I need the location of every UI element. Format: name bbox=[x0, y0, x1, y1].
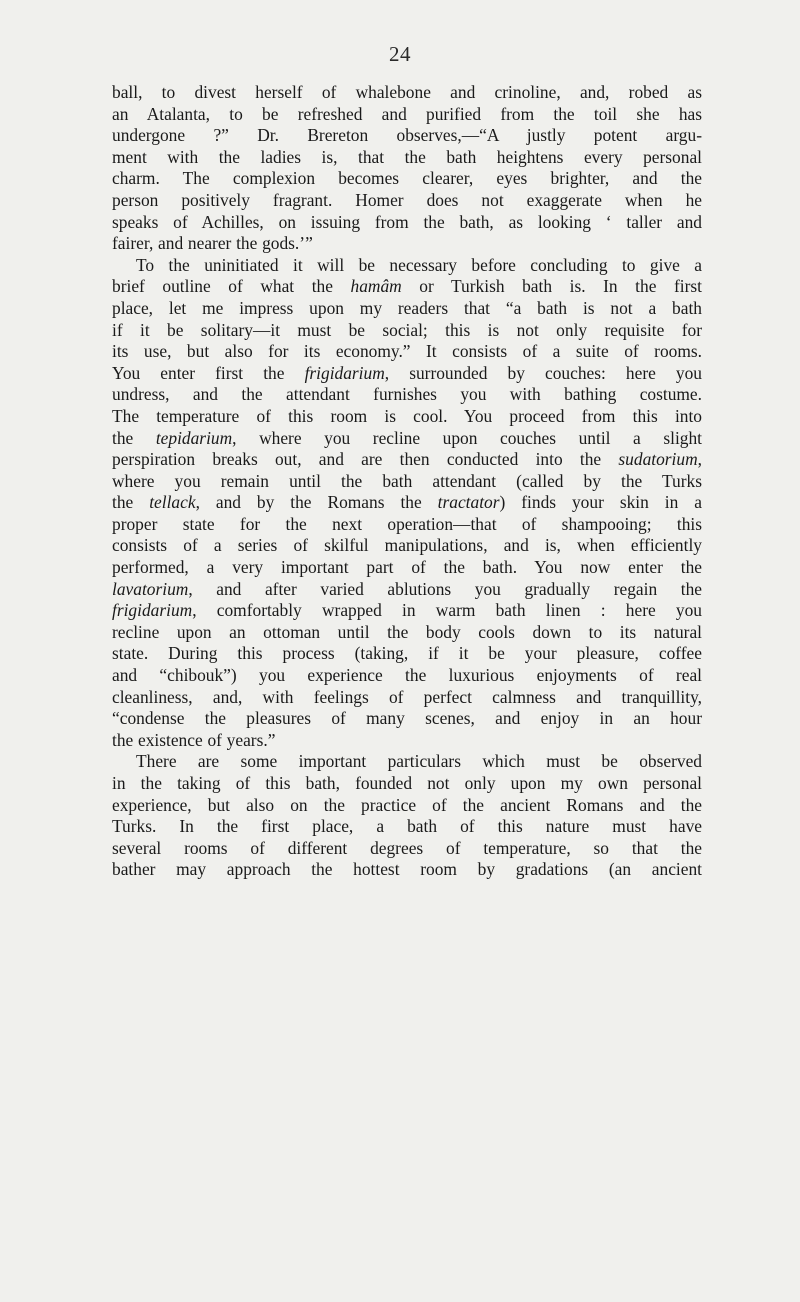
text-line bbox=[112, 816, 702, 838]
text-line bbox=[112, 665, 702, 687]
text-run: undergone ?” Dr. Brereton observes,—“A justly potent argu- bbox=[112, 125, 702, 146]
text-run: several rooms of different degrees of temperature, so that the bbox=[112, 837, 702, 858]
text-run: ) finds your skin in a bbox=[499, 492, 702, 513]
text-run: cleanliness, and, with feelings of perfect calmness and tranquillity, bbox=[112, 686, 702, 707]
text-run: state. During this process (taking, if it be your pleasure, coffee bbox=[112, 643, 702, 664]
italic-term: lavatorium bbox=[112, 578, 189, 599]
text-run: , comfortably wrapped in warm bath linen : here you bbox=[192, 600, 702, 621]
page-number: 24 bbox=[389, 42, 411, 66]
text-run: , where you recline upon couches until a slight bbox=[232, 427, 702, 448]
text-line bbox=[112, 406, 702, 428]
text-line bbox=[112, 643, 702, 665]
text-line bbox=[112, 233, 702, 255]
text-line bbox=[112, 535, 702, 557]
text-line bbox=[112, 125, 702, 147]
text-line bbox=[112, 751, 702, 773]
text-line bbox=[112, 276, 702, 298]
italic-term: tepidarium bbox=[155, 427, 233, 448]
text-run: place, let me impress upon my readers that “a bath is not a bath bbox=[112, 297, 702, 318]
text-line bbox=[112, 557, 702, 579]
text-line bbox=[112, 730, 702, 752]
text-run: in the taking of this bath, founded not only upon my own personal bbox=[112, 773, 702, 793]
italic-term: tellack bbox=[149, 492, 196, 513]
text-run: ment with the ladies is, that the bath heightens every personal bbox=[112, 146, 702, 167]
text-line bbox=[112, 104, 702, 126]
text-run: the bbox=[112, 427, 156, 448]
text-run: , bbox=[697, 449, 702, 470]
text-line bbox=[112, 255, 702, 277]
text-line bbox=[112, 384, 702, 406]
text-run: Turks. In the first place, a bath of this nature must have bbox=[112, 816, 702, 837]
text-line bbox=[112, 514, 702, 536]
text-line bbox=[112, 168, 702, 190]
text-run: There are some important particulars which must be observed bbox=[136, 751, 702, 772]
text-run: consists of a series of skilful manipulations, and is, when efficiently bbox=[112, 535, 702, 556]
text-line bbox=[112, 212, 702, 234]
text-line bbox=[112, 428, 702, 450]
body-text bbox=[112, 82, 702, 881]
text-run: its use, but also for its economy.” It consists of a suite of rooms. bbox=[112, 341, 702, 362]
text-line bbox=[112, 795, 702, 817]
text-line bbox=[112, 471, 702, 493]
italic-term: frigidarium bbox=[112, 600, 193, 621]
text-run: , surrounded by couches: here you bbox=[384, 362, 703, 383]
text-line bbox=[112, 622, 702, 644]
text-line bbox=[112, 708, 702, 730]
text-run: bather may approach the hottest room by gradations (an ancient bbox=[112, 859, 702, 880]
text-run: experience, but also on the practice of the ancient Romans and the bbox=[112, 794, 702, 815]
text-run: speaks of Achilles, on issuing from the bath, as looking ‘ taller and bbox=[112, 211, 702, 232]
text-run: an Atalanta, to be refreshed and purified from the toil she has bbox=[112, 103, 702, 124]
text-line bbox=[112, 600, 702, 622]
text-line bbox=[112, 298, 702, 320]
text-run: perspiration breaks out, and are then conducted into the bbox=[112, 449, 619, 470]
text-run: undress, and the attendant furnishes you with bathing costume. bbox=[112, 384, 702, 405]
text-line bbox=[112, 859, 702, 881]
text-run: if it be solitary—it must be social; this is not only requisite for bbox=[112, 319, 702, 340]
text-run: To the uninitiated it will be necessary before concluding to give a bbox=[136, 254, 702, 275]
text-run: charm. The complexion becomes clearer, eyes brighter, and the bbox=[112, 168, 702, 189]
text-run: performed, a very important part of the bath. You now enter the bbox=[112, 557, 702, 578]
text-line bbox=[112, 147, 702, 169]
text-run: The temperature of this room is cool. You proceed from this into bbox=[112, 405, 702, 426]
text-run: person positively fragrant. Homer does not exaggerate when he bbox=[112, 189, 702, 210]
text-line bbox=[112, 838, 702, 860]
text-run: , and by the Romans the bbox=[195, 492, 438, 513]
italic-term: frigidarium bbox=[304, 362, 385, 383]
italic-term: tractator bbox=[437, 492, 500, 513]
text-run: and “chibouk”) you experience the luxurious enjoyments of real bbox=[112, 665, 702, 686]
text-run: recline upon an ottoman until the body cools down to its natural bbox=[112, 621, 702, 642]
text-line bbox=[112, 341, 702, 363]
italic-term: sudatorium bbox=[618, 449, 698, 470]
text-run: the existence of years.” bbox=[112, 729, 276, 750]
text-run: proper state for the next operation—that of shampooing; this bbox=[112, 513, 702, 534]
text-line bbox=[112, 363, 702, 385]
text-line bbox=[112, 82, 702, 104]
text-run: the bbox=[112, 492, 150, 513]
text-run: or Turkish bath is. In the first bbox=[401, 276, 703, 297]
text-run: fairer, and nearer the gods.’” bbox=[112, 233, 313, 254]
text-run: where you remain until the bath attendant (called by the Turks bbox=[112, 470, 702, 491]
text-run: brief outline of what the bbox=[112, 276, 351, 297]
text-line bbox=[112, 773, 702, 795]
text-run: You enter first the bbox=[112, 362, 305, 383]
text-line bbox=[112, 320, 702, 342]
text-run: , and after varied ablutions you gradually regain the bbox=[188, 578, 702, 599]
text-line bbox=[112, 687, 702, 709]
text-line bbox=[112, 190, 702, 212]
text-run: ball, to divest herself of whalebone and crinoline, and, robed as bbox=[112, 82, 702, 102]
text-line bbox=[112, 579, 702, 601]
italic-term: hamâm bbox=[350, 276, 402, 297]
text-line bbox=[112, 492, 702, 514]
text-line bbox=[112, 449, 702, 471]
text-run: “condense the pleasures of many scenes, and enjoy in an hour bbox=[112, 708, 702, 729]
